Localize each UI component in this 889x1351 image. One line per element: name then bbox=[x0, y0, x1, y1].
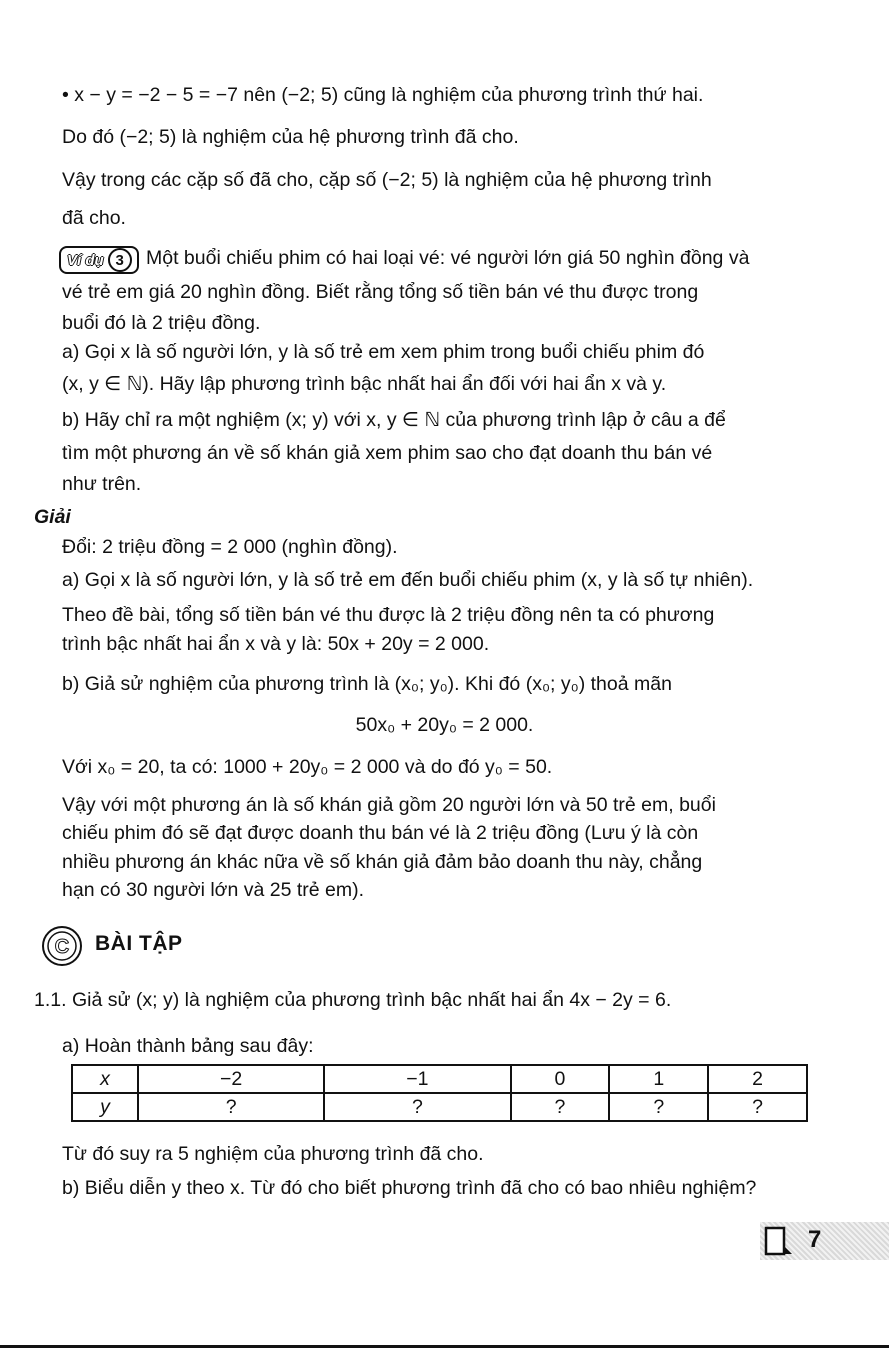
line-28: b) Biểu diễn y theo x. Từ đó cho biết phương trình đã cho có bao nhiêu nghiệm? bbox=[62, 1177, 757, 1199]
line-8: a) Gọi x là số người lớn, y là số trẻ em xem phim trong buổi chiếu phim đó bbox=[62, 341, 705, 363]
line-19-equation: 50x₀ + 20y₀ = 2 000. bbox=[355, 714, 534, 736]
solution-heading: Giải bbox=[34, 506, 71, 528]
example-badge-label: Ví dụ bbox=[67, 251, 104, 269]
line-17: trình bậc nhất hai ẩn x và y là: 50x + 20y = 2 000. bbox=[62, 633, 490, 655]
line-22: chiếu phim đó sẽ đạt được doanh thu bán vé là 2 triệu đồng (Lưu ý là còn bbox=[62, 822, 699, 844]
table-cell: ? bbox=[511, 1093, 610, 1121]
table-cell: 2 bbox=[708, 1065, 807, 1093]
example-badge-number: 3 bbox=[108, 248, 132, 272]
section-letter: C bbox=[54, 936, 70, 958]
section-title: BÀI TẬP bbox=[95, 932, 183, 955]
line-2: Do đó (−2; 5) là nghiệm của hệ phương trình đã cho. bbox=[62, 126, 519, 148]
line-18: b) Giả sử nghiệm của phương trình là (x₀; y₀). Khi đó (x₀; y₀) thoả mãn bbox=[62, 673, 672, 695]
table-cell: 1 bbox=[609, 1065, 708, 1093]
line-26: a) Hoàn thành bảng sau đây: bbox=[62, 1035, 314, 1057]
line-3: Vậy trong các cặp số đã cho, cặp số (−2; 5) là nghiệm của hệ phương trình bbox=[62, 169, 712, 191]
line-16: Theo đề bài, tổng số tiền bán vé thu được là 2 triệu đồng nên ta có phương bbox=[62, 604, 715, 626]
table-cell: −1 bbox=[324, 1065, 510, 1093]
line-1: • x − y = −2 − 5 = −7 nên (−2; 5) cũng là nghiệm của phương trình thứ hai. bbox=[62, 84, 704, 106]
line-23: nhiều phương án khác nữa về số khán giả đảm bảo doanh thu này, chẳng bbox=[62, 851, 703, 873]
line-15: a) Gọi x là số người lớn, y là số trẻ em đến buổi chiếu phim (x, y là số tự nhiên). bbox=[62, 569, 754, 591]
line-6: vé trẻ em giá 20 nghìn đồng. Biết rằng tổng số tiền bán vé thu được trong bbox=[62, 281, 699, 303]
table-cell: −2 bbox=[138, 1065, 324, 1093]
example-badge bbox=[59, 246, 139, 274]
bottom-rule bbox=[0, 1345, 889, 1348]
line-9: (x, y ∈ ℕ). Hãy lập phương trình bậc nhất hai ẩn đối với hai ẩn x và y. bbox=[62, 373, 667, 395]
line-5: Một buổi chiếu phim có hai loại vé: vé người lớn giá 50 nghìn đồng và bbox=[146, 247, 750, 269]
line-4: đã cho. bbox=[62, 207, 126, 229]
table-cell: y bbox=[72, 1093, 138, 1121]
line-20: Với x₀ = 20, ta có: 1000 + 20y₀ = 2 000 và do đó y₀ = 50. bbox=[62, 756, 553, 778]
line-12: như trên. bbox=[62, 473, 142, 495]
page-number: 7 bbox=[808, 1226, 822, 1253]
value-table bbox=[71, 1064, 808, 1122]
line-21: Vậy với một phương án là số khán giả gồm 20 người lớn và 50 trẻ em, buổi bbox=[62, 794, 716, 816]
line-14: Đổi: 2 triệu đồng = 2 000 (nghìn đồng). bbox=[62, 536, 398, 558]
table-cell: ? bbox=[708, 1093, 807, 1121]
section-c-icon bbox=[40, 924, 84, 968]
table-cell: ? bbox=[609, 1093, 708, 1121]
table-cell: ? bbox=[138, 1093, 324, 1121]
table-row-y bbox=[72, 1093, 807, 1121]
table-row-x bbox=[72, 1065, 807, 1093]
line-11: tìm một phương án về số khán giả xem phim sao cho đạt doanh thu bán vé bbox=[62, 442, 713, 464]
exercise-1-1: 1.1. Giả sử (x; y) là nghiệm của phương trình bậc nhất hai ẩn 4x − 2y = 6. bbox=[34, 989, 672, 1011]
table-cell: x bbox=[72, 1065, 138, 1093]
line-24: hạn có 30 người lớn và 25 trẻ em). bbox=[62, 879, 365, 901]
line-7: buổi đó là 2 triệu đồng. bbox=[62, 312, 261, 334]
line-10: b) Hãy chỉ ra một nghiệm (x; y) với x, y ∈ ℕ của phương trình lập ở câu a để bbox=[62, 409, 726, 431]
table-cell: ? bbox=[324, 1093, 510, 1121]
book-page-icon bbox=[762, 1224, 796, 1258]
line-27: Từ đó suy ra 5 nghiệm của phương trình đã cho. bbox=[62, 1143, 484, 1165]
table-cell: 0 bbox=[511, 1065, 610, 1093]
